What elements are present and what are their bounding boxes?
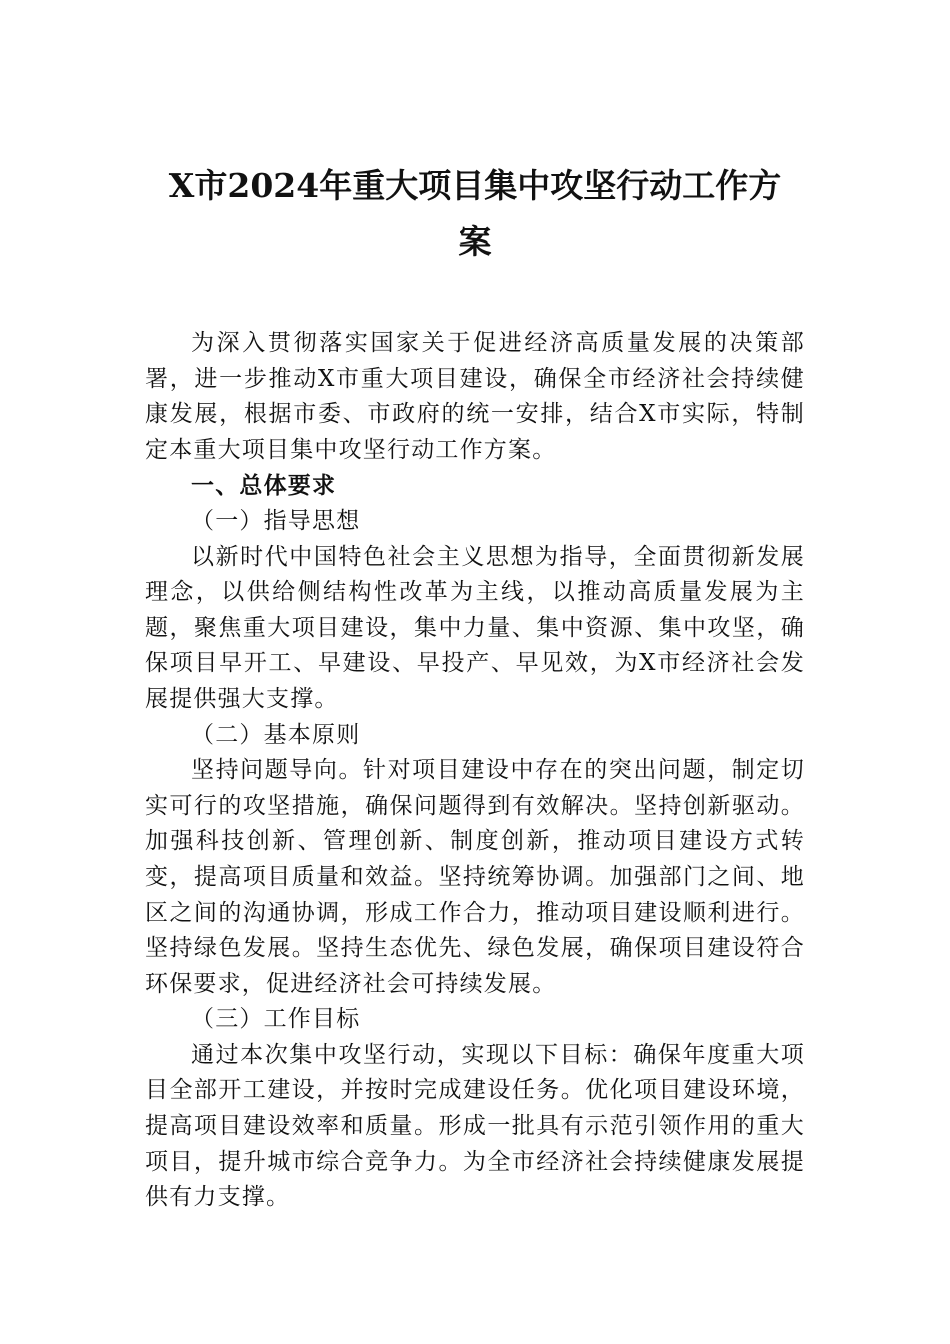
title-line-2: 案 xyxy=(458,222,492,261)
intro-paragraph: 为深入贯彻落实国家关于促进经济高质量发展的决策部署，进一步推动X市重大项目建设，确保全市经济社会持续健康发展，根据市委、市政府的统一安排，结合X市实际，特制定本重大项目集中攻坚行动工作方案。 xyxy=(145,330,805,463)
section-1-heading: 一、总体要求 xyxy=(191,472,337,500)
subsection-3-paragraph: 通过本次集中攻坚行动，实现以下目标：确保年度重大项目全部开工建设，并按时完成建设任务。优化项目建设环境，提高项目建设效率和质量。形成一批具有示范引领作用的重大项目，提升城市综合竞争力。为全市经济社会持续健康发展提供有力支撑。 xyxy=(145,1041,805,1211)
subsection-3-heading: （三）工作目标 xyxy=(191,1006,361,1033)
subsection-1-paragraph: 以新时代中国特色社会主义思想为指导，全面贯彻新发展理念，以供给侧结构性改革为主线，以推动高质量发展为主题，聚焦重大项目建设，集中力量、集中资源、集中攻坚，确保项目早开工、早建设、早投产、早见效，为X市经济社会发展提供强大支撑。 xyxy=(145,543,805,712)
subsection-1-heading: （一）指导思想 xyxy=(191,507,361,534)
subsection-2-heading: （二）基本原则 xyxy=(191,721,361,748)
title-line-1: X市2024年重大项目集中攻坚行动工作方 xyxy=(168,166,782,205)
subsection-2-paragraph: 坚持问题导向。针对项目建设中存在的突出问题，制定切实可行的攻坚措施，确保问题得到有效解决。坚持创新驱动。加强科技创新、管理创新、制度创新，推动项目建设方式转变，提高项目质量和效益。坚持统筹协调。加强部门之间、地区之间的沟通协调，形成工作合力，推动项目建设顺利进行。坚持绿色发展。坚持生态优先、绿色发展，确保项目建设符合环保要求，促进经济社会可持续发展。 xyxy=(145,757,805,997)
document-body xyxy=(145,326,805,1216)
document-title xyxy=(145,158,805,270)
